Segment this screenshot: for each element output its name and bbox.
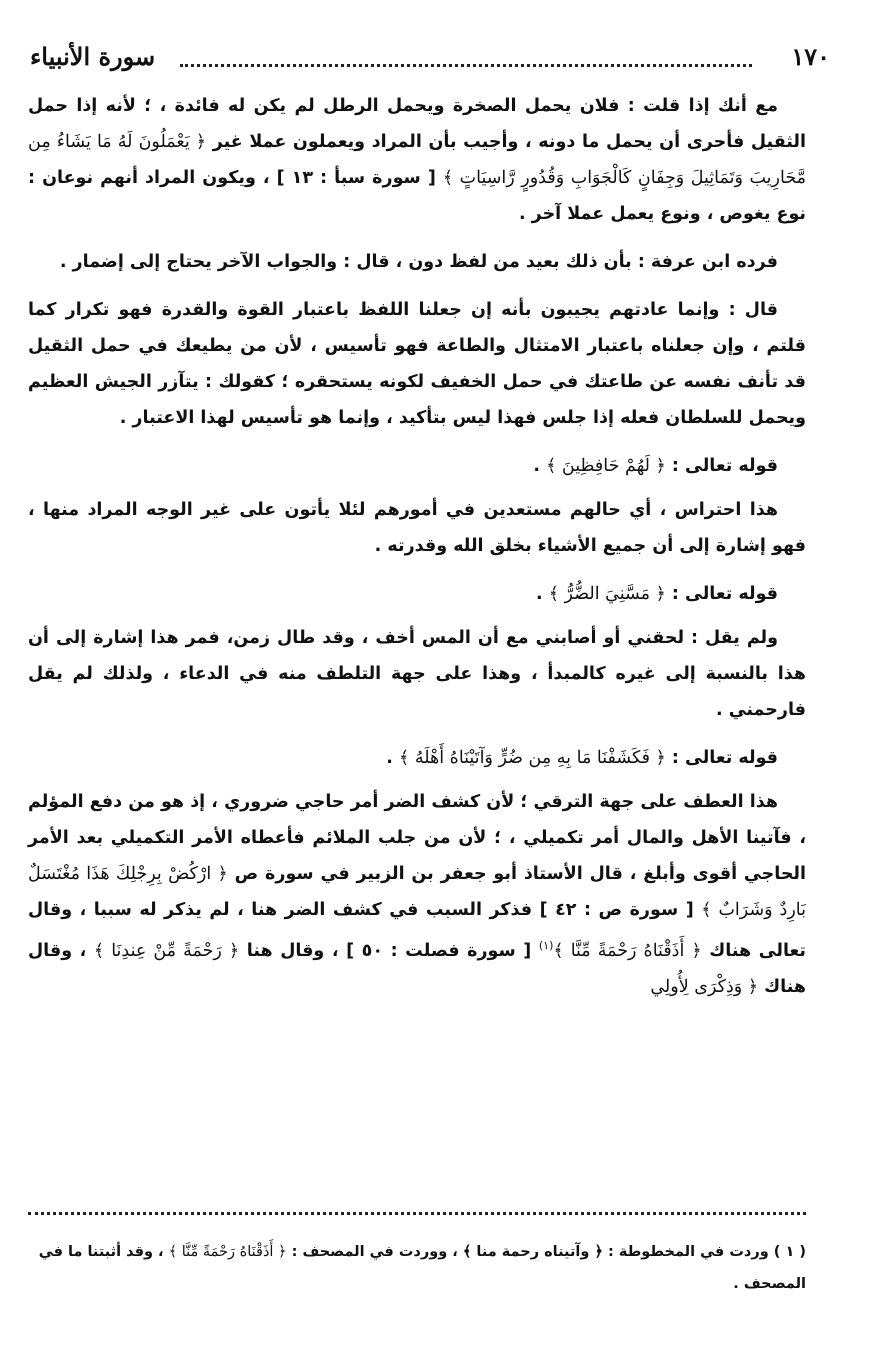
quran-verse: ﴿ أَذَقْنَاهُ رَحْمَةً مِّنَّا ﴾ xyxy=(168,1244,287,1260)
main-text xyxy=(28,88,806,1017)
paragraph xyxy=(28,292,806,436)
quran-verse: ﴿ يَعْمَلُونَ لَهُ مَا يَشَاءُ مِن مَّحَارِيبَ وَتَمَاثِيلَ وَجِفَانٍ كَالْجَوَابِ وَقُدُورٍ رَّاسِيَاتٍ ﴾ xyxy=(28,132,806,188)
text-run: قال : وإنما عادتهم يجيبون بأنه إن جعلنا اللفظ باعتبار القوة والقدرة فهو تكرار كما قلتم ، وإن جعلناه باعتبار الامتثال والطاعة فهو تأسيس ، لأن من يطيعك في حمل الثقيل قد تأنف نفسه عن طاعتك في حمل الخفيف لكونه يستحقره ؛ كقولك : يتآزر الجيش العظيم ويحمل للسلطان فعله إذا جلس فهذا ليس بتأكيد ، وإنما هو تأسيس لهذا الاعتبار . xyxy=(28,300,806,428)
text-run: . xyxy=(386,748,399,768)
quran-verse: ﴿ لَهُمْ حَافِظِينَ ﴾ xyxy=(546,456,666,476)
text-run: [ سورة ص : ٤٢ ] فذكر السبب في كشف الضر هنا ، لم يذكر له سببا ، وقال تعالى هناك xyxy=(28,900,806,961)
text-run: . xyxy=(535,584,549,604)
text-run: قوله تعالى : xyxy=(665,456,778,476)
quran-verse: ﴿ مَسَّنِيَ الضُّرُّ ﴾ xyxy=(548,584,666,604)
quran-verse: ﴿ وَذِكْرَى لِأُولِي xyxy=(650,976,759,997)
paragraph xyxy=(28,88,806,232)
text-run: . xyxy=(533,456,547,476)
quran-verse: ﴿ فَكَشَفْنَا مَا بِهِ مِن ضُرٍّ وَآتَيْنَاهُ أَهْلَهُ ﴾ xyxy=(399,748,666,768)
quran-verse: ﴿ أَذَقْنَاهُ رَحْمَةً مِّنَّا ﴾ xyxy=(553,940,702,961)
text-run: ، وقال هناك xyxy=(28,940,806,997)
paragraph xyxy=(28,576,806,612)
paragraph xyxy=(28,740,806,776)
surah-title: سورة الأنبياء xyxy=(30,42,156,71)
quran-verse: ﴿ ارْكُضْ بِرِجْلِكَ هَذَا مُغْتَسَلٌ بَارِدٌ وَشَرَابٌ ﴾ xyxy=(28,864,806,920)
header-dotted-rule xyxy=(180,64,752,67)
footnote-reference: (١) xyxy=(538,939,554,952)
text-run: هذا احتراس ، أي حالهم مستعدين في أمورهم لئلا يأتون على غير الوجه المراد منها ، فهو إشارة إلى أن جميع الأشياء بخلق الله وقدرته . xyxy=(28,500,806,556)
paragraph xyxy=(28,244,806,280)
text-run: [ سورة سبأ : ١٣ ] ، ويكون المراد أنهم نوعان : نوع يغوص ، ونوع يعمل عملا آخر . xyxy=(28,168,806,224)
running-header xyxy=(30,38,830,78)
text-run: فرده ابن عرفة : بأن ذلك بعيد من لفظ دون ، قال : والجواب الآخر يحتاج إلى إضمار . xyxy=(59,252,778,272)
text-run: مع أنك إذا قلت : فلان يحمل الصخرة ويحمل الرطل لم يكن له فائدة ، ؛ لأنه إذا حمل الثقيل فأحرى أن يحمل ما دونه ، وأجيب بأن المراد ويعملون عملا غير xyxy=(28,96,806,152)
text-run: ولم يقل : لحقني أو أصابني مع أن المس أخف ، وقد طال زمن، فمر هذا إشارة إلى أن هذا بالنسبة إلى غيره كالمبدأ ، وهذا على جهة التلطف منه في الدعاء ، ولذلك لم يقل فارحمني . xyxy=(28,628,806,720)
paragraph xyxy=(28,492,806,564)
paragraph xyxy=(28,448,806,484)
footnote-separator xyxy=(28,1212,806,1215)
paragraph xyxy=(28,784,806,1005)
text-run: ( ١ ) وردت في المخطوطة : ﴿ وآتيناه رحمة منا ﴾ ، ووردت في المصحف : xyxy=(286,1244,806,1260)
text-run: قوله تعالى : xyxy=(665,748,778,768)
text-run: هذا العطف على جهة الترقي ؛ لأن كشف الضر أمر حاجي ضروري ، إذ هو من دفع المؤلم ، فآتينا الأهل والمال أمر تكميلي ، ؛ لأن من جلب الملائم فأعطاه الأمر التكميلي بعد الأمر الحاجي أقوى وأبلغ ، قال الأستاذ أبو جعفر بن الزبير في سورة ص xyxy=(28,792,806,884)
page-number: ١٧٠ xyxy=(791,42,830,71)
footnote xyxy=(28,1236,806,1300)
quran-verse: ﴿ رَحْمَةً مِّنْ عِندِنَا ﴾ xyxy=(93,940,240,961)
text-run: قوله تعالى : xyxy=(665,584,778,604)
text-run: ، وقد أثبتنا ما في المصحف . xyxy=(38,1244,806,1292)
paragraph xyxy=(28,620,806,728)
text-run: [ سورة فصلت : ٥٠ ] ، وقال هنا xyxy=(239,940,539,961)
